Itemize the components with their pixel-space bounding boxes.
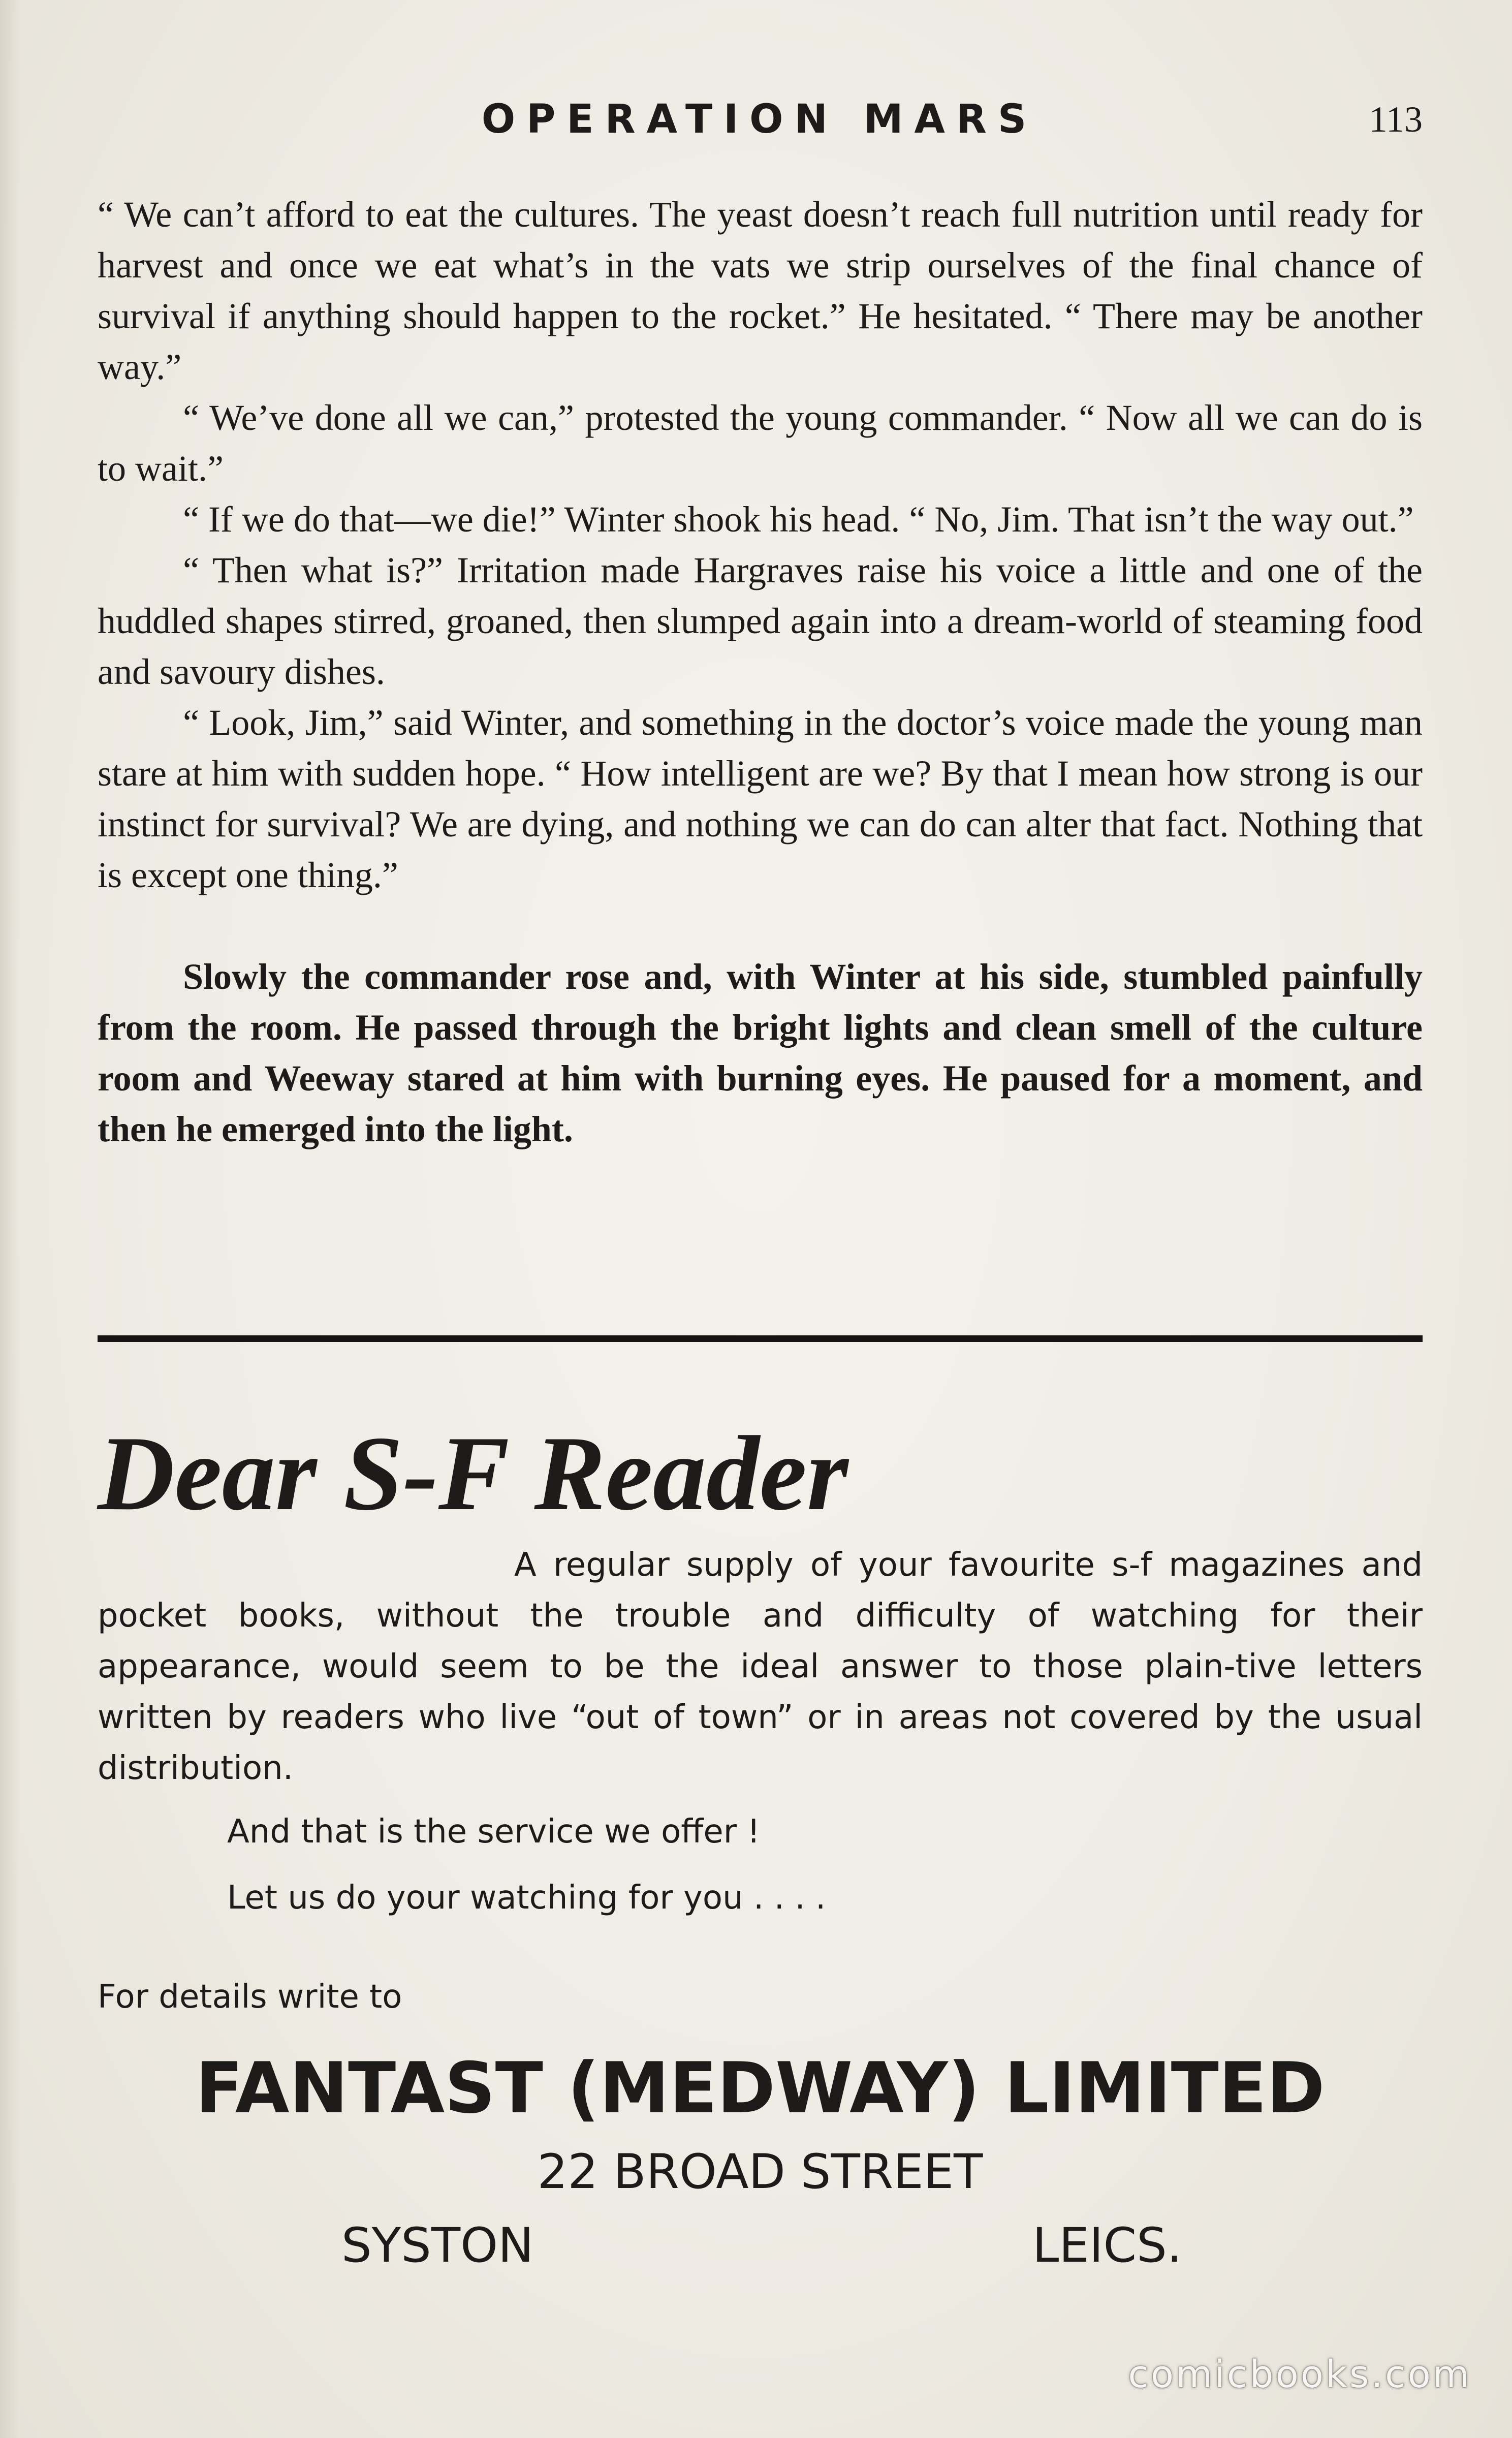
story-text — [98, 189, 1423, 1154]
ad-details-line: For details write to — [98, 1978, 402, 2016]
ad-offer-line: And that is the service we offer ! — [227, 1813, 761, 1851]
page-edge-shadow — [0, 0, 20, 2438]
story-paragraph: “ Look, Jim,” said Winter, and something in the doctor’s voice made the young man stare at him with sudden hope. “ How intelligent are we? By that I mean how strong is our instinct for survival? We are dying, and nothing we can do can alter that fact. Nothing that is except one thing.” — [98, 702, 1423, 895]
company-name: FANTAST (MEDWAY) LIMITED — [195, 2047, 1325, 2129]
ad-watching-line: Let us do your watching for you . . . . — [227, 1879, 826, 1917]
story-closing-paragraph: Slowly the commander rose and, with Winter at his side, stumbled painfully from the room. He passed through the bright lights and clean smell of the culture room and Weeway stared at him with burning eyes. He paused for a moment, and then he emerged into the light. — [98, 956, 1423, 1149]
company-town: SYSTON — [341, 2218, 534, 2273]
ad-body-text: A regular supply of your favourite s-f magazines and pocket books, without the trouble and difficulty of watching for their appearance, would seem to be the ideal answer to those plain-tive letters written by readers who live “out of town” or in areas not covered by the usual distribution. — [98, 1546, 1423, 1787]
story-paragraph: “ Then what is?” Irritation made Hargraves raise his voice a little and one of the huddled shapes stirred, groaned, then slumped again into a dream-world of steaming food and savoury dishes. — [98, 550, 1423, 692]
page-header — [97, 91, 1423, 147]
story-paragraph: “ If we do that—we die!” Winter shook his head. “ No, Jim. That isn’t the way out.” — [183, 499, 1414, 540]
company-town-row — [98, 2210, 1423, 2281]
running-title: OPERATION MARS — [481, 97, 1038, 142]
watermark: comicbooks.com — [1128, 2353, 1471, 2396]
company-street: 22 BROAD STREET — [537, 2144, 983, 2200]
section-divider — [98, 1335, 1423, 1342]
page-number: 113 — [1369, 99, 1423, 140]
ad-heading: Dear S-F Reader — [98, 1415, 848, 1533]
company-county: LEICS. — [1032, 2218, 1182, 2273]
advertisement — [98, 1413, 1423, 2281]
story-paragraph: “ We’ve done all we can,” protested the young commander. “ Now all we can do is to wait.” — [98, 397, 1423, 489]
story-paragraph: “ We can’t afford to eat the cultures. The yeast doesn’t reach full nutrition until ready for harvest and once we eat what’s in the vats we strip ourselves of the final chance of survival if anything should happen to the rocket.” He hesitated. “ There may be another way.” — [98, 194, 1423, 387]
